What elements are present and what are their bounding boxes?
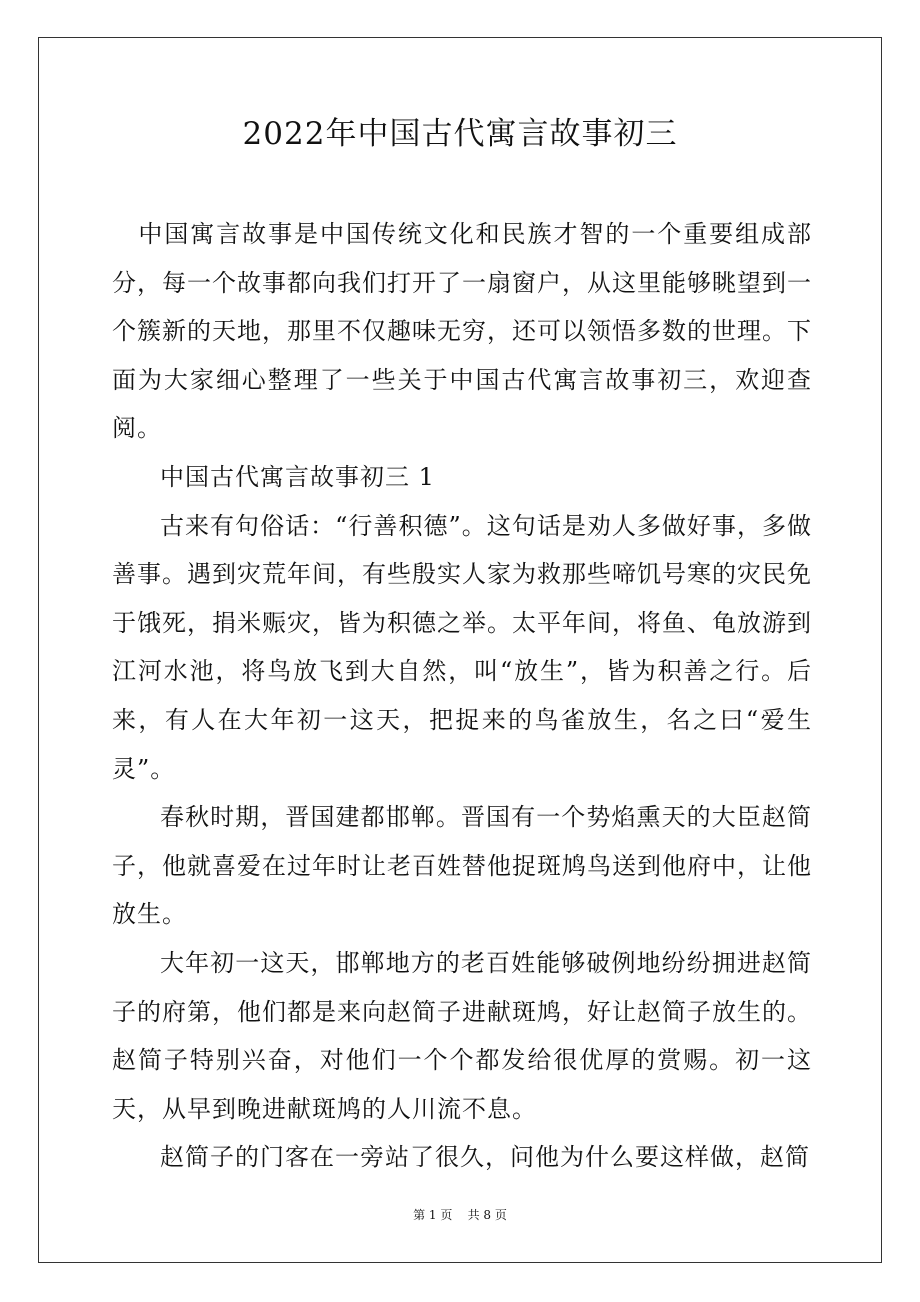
page-number-footer: 第 1 页 共 8 页 (413, 1208, 507, 1222)
section-heading: 中国古代寓言故事初三 1 (160, 462, 435, 491)
document-title: 2022年中国古代寓言故事初三 (242, 116, 678, 152)
body-paragraph: 古来有句俗话：“行善积德”。这句话是劝人多做好事，多做善事。遇到灾荒年间，有些殷实人家为救那些啼饥号寒的灾民免于饿死，捐米赈灾，皆为积德之举。太平年间，将鱼、龟放游到江河水池，将鸟放飞到大自然，叫“放生”，皆为积善之行。后来，有人在大年初一这天，把捉来的鸟雀放生，名之曰“爱生灵”。 (112, 511, 812, 783)
body-paragraph: 春秋时期，晋国建都邯郸。晋国有一个势焰熏天的大臣赵简子，他就喜爱在过年时让老百姓替他捉斑鸠鸟送到他府中，让他放生。 (112, 803, 812, 929)
intro-paragraph: 中国寓言故事是中国传统文化和民族才智的一个重要组成部分，每一个故事都向我们打开了一扇窗户，从这里能够眺望到一个簇新的天地，那里不仅趣味无穷，还可以领悟多数的世理。下面为大家细心整理了一些关于中国古代寓言故事初三，欢迎查阅。 (112, 220, 812, 443)
body-paragraph: 赵简子的门客在一旁站了很久，问他为什么要这样做，赵简 (160, 1143, 810, 1172)
document-body (112, 210, 812, 1182)
body-paragraph: 大年初一这天，邯郸地方的老百姓能够破例地纷纷拥进赵简子的府第，他们都是来向赵简子进献斑鸠，好让赵简子放生的。赵简子特别兴奋，对他们一个个都发给很优厚的赏赐。初一这天，从早到晚进献斑鸠的人川流不息。 (112, 948, 812, 1123)
